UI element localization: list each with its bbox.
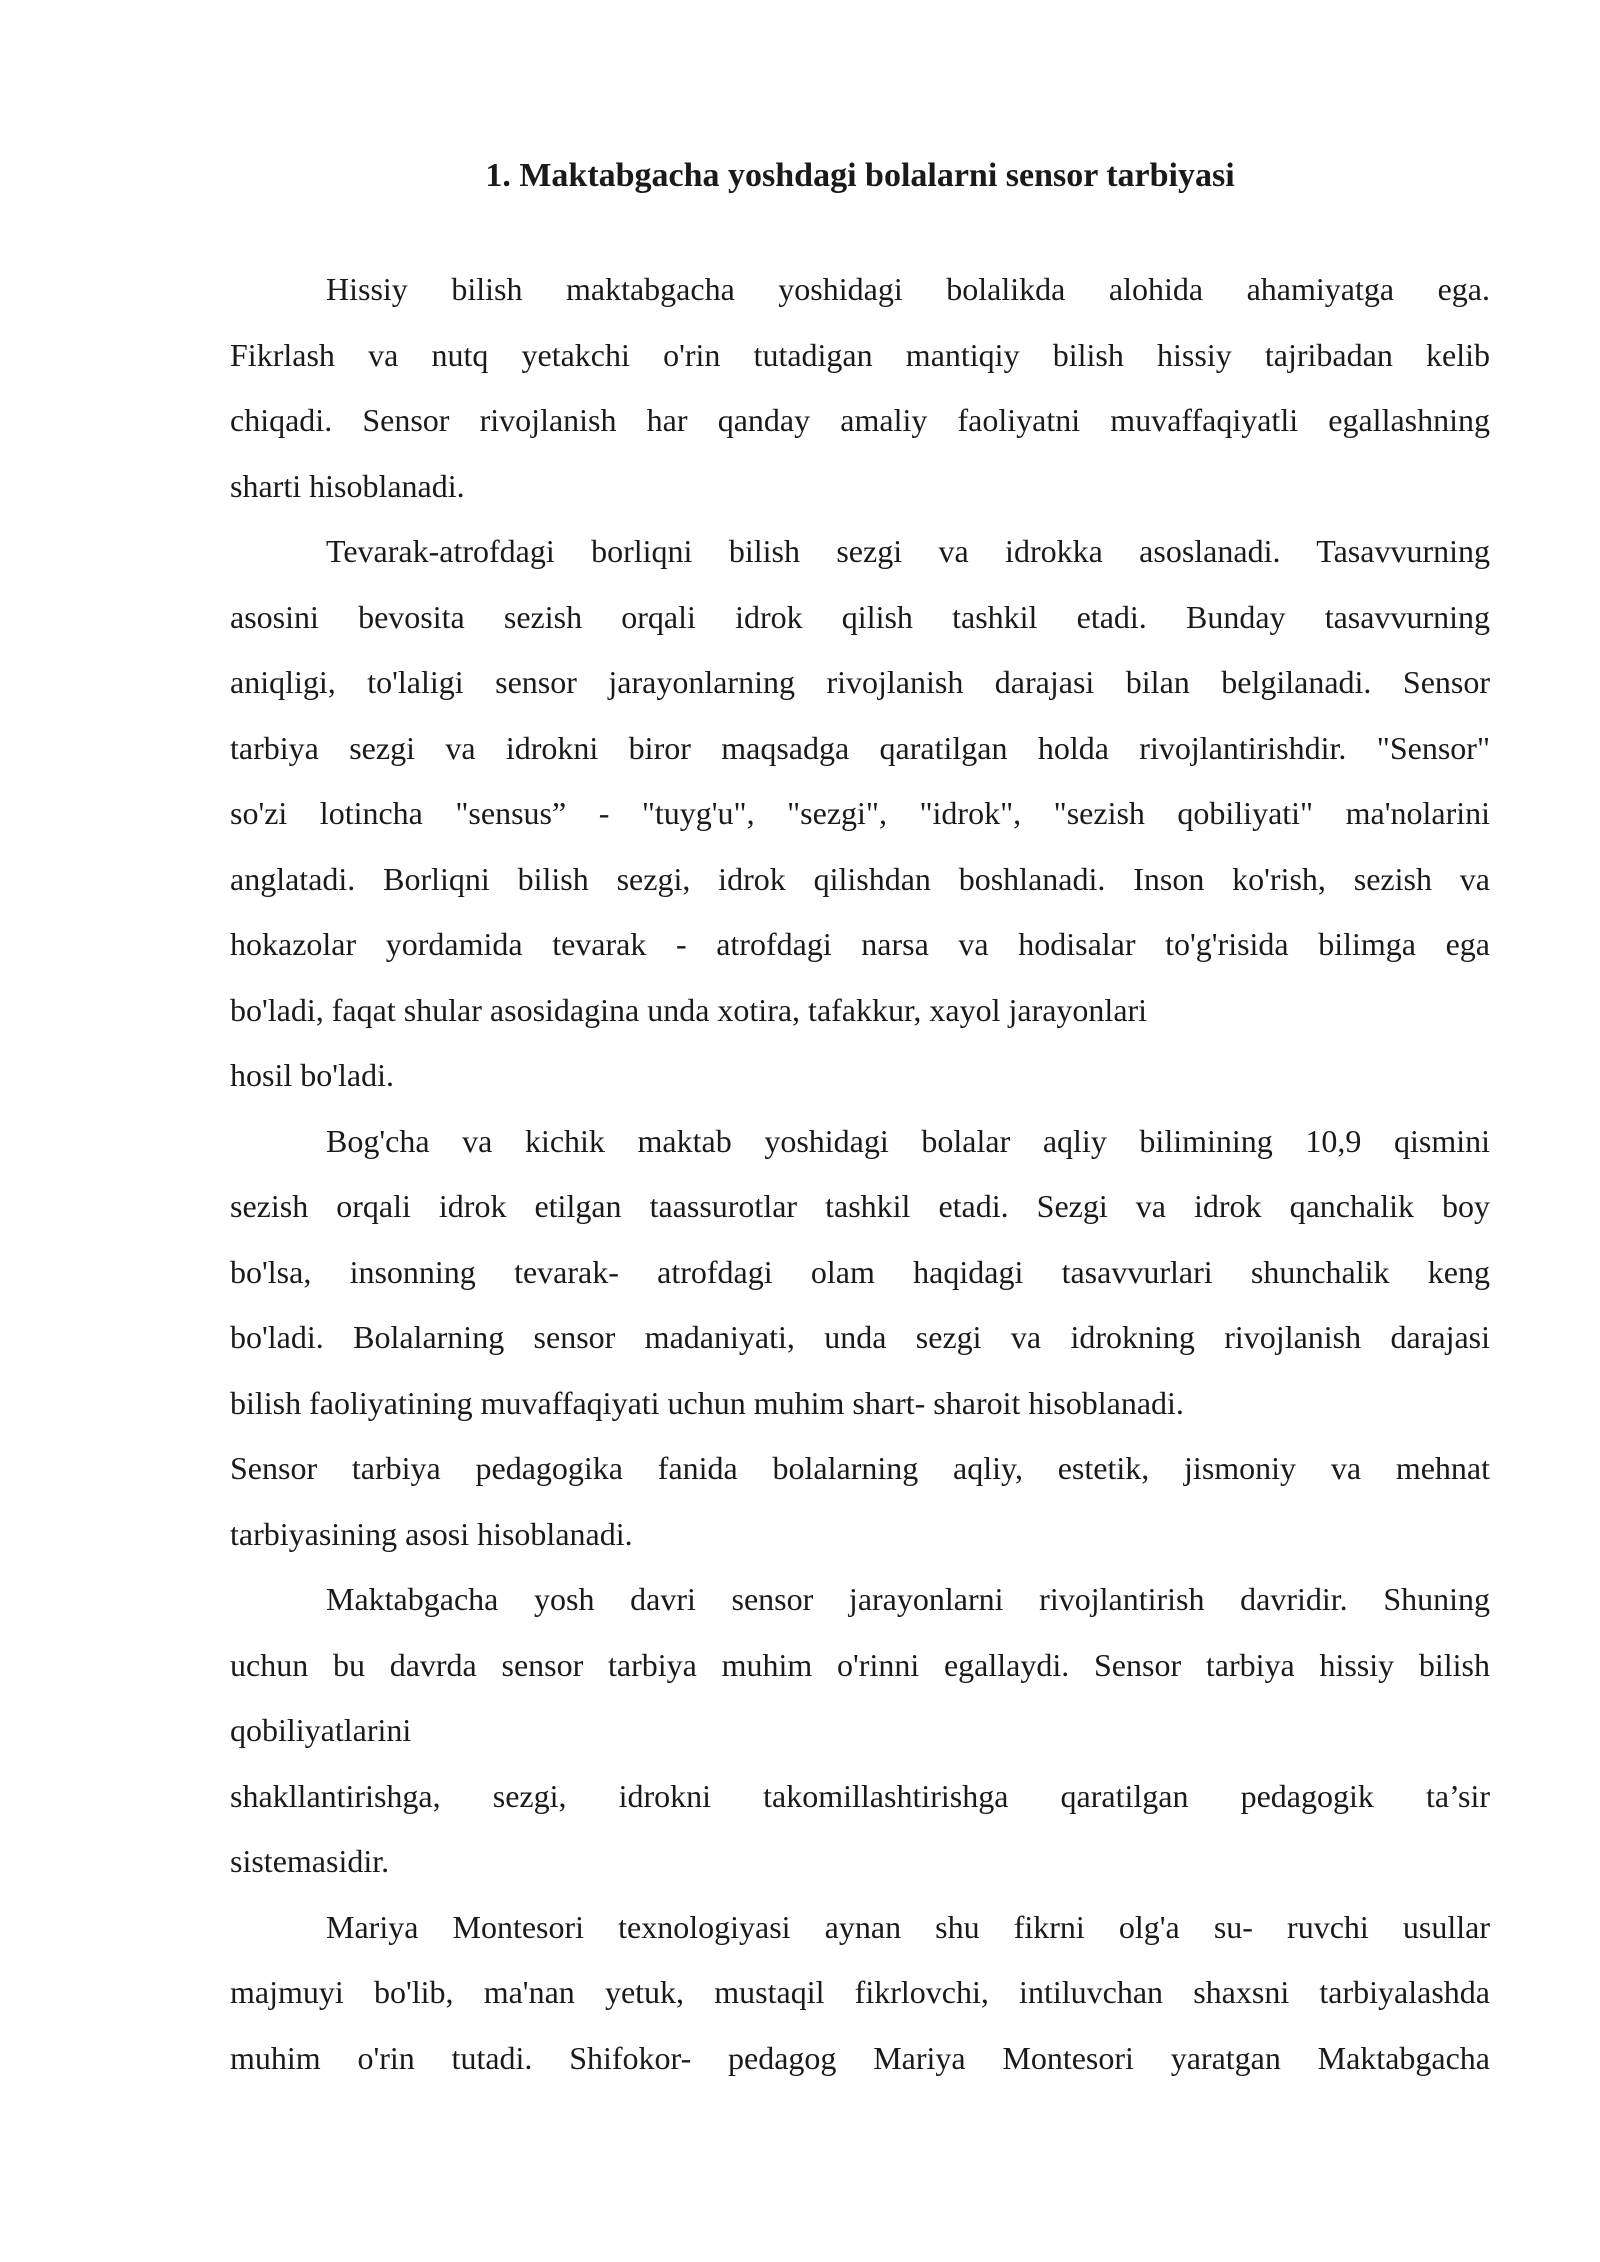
text-line: aniqligi, to'laligi sensor jarayonlarning rivojlanish darajasi bilan belgilanadi. Sensor: [230, 664, 1490, 700]
text-line: majmuyi bo'lib, ma'nan yetuk, mustaqil fikrlovchi, intiluvchan shaxsni tarbiyalashda: [230, 1974, 1490, 2010]
text-line: bo'ladi. Bolalarning sensor madaniyati, unda sezgi va idrokning rivojlanish darajasi: [230, 1319, 1490, 1355]
page-title: 1. Maktabgacha yoshdagi bolalarni sensor tarbiyasi: [485, 157, 1235, 194]
text-line: Tevarak-atrofdagi borliqni bilish sezgi va idrokka asoslanadi. Tasavvurning: [326, 533, 1490, 569]
text-line: Bog'cha va kichik maktab yoshidagi bolalar aqliy bilimining 10,9 qismini: [326, 1122, 1490, 1159]
text-line: bo'lsa, insonning tevarak- atrofdagi olam haqidagi tasavvurlari shunchalik keng: [230, 1253, 1490, 1290]
text-line: sezish orqali idrok etilgan taassurotlar tashkil etadi. Sezgi va idrok qanchalik boy: [230, 1188, 1490, 1224]
text-line: Mariya Montesori texnologiyasi aynan shu fikrni olg'a su- ruvchi usullar: [326, 1908, 1490, 1945]
text-line: tarbiya sezgi va idrokni biror maqsadga qaratilgan holda rivojlantirishdir. "Sensor": [230, 729, 1490, 766]
text-line: Maktabgacha yosh davri sensor jarayonlarni rivojlantirish davridir. Shuning: [326, 1581, 1490, 1617]
text-line: tarbiyasining asosi hisoblanadi.: [230, 1515, 633, 1552]
text-line: uchun bu davrda sensor tarbiya muhim o'rinni egallaydi. Sensor tarbiya hissiy bilish: [230, 1646, 1490, 1683]
text-line: sistemasidir.: [230, 1843, 390, 1879]
text-line: hokazolar yordamida tevarak - atrofdagi narsa va hodisalar to'g'risida bilimga ega: [230, 926, 1490, 962]
text-line: muhim o'rin tutadi. Shifokor- pedagog Mariya Montesori yaratgan Maktabgacha: [230, 2039, 1490, 2076]
text-line: bo'ladi, faqat shular asosidagina unda xotira, tafakkur, xayol jarayonlari: [230, 991, 1148, 1028]
body-text: [230, 257, 1490, 2091]
text-line: bilish faoliyatining muvaffaqiyati uchun muhim shart- sharoit hisoblanadi.: [230, 1384, 1184, 1421]
text-line: qobiliyatlarini: [230, 1712, 412, 1748]
document-page: [230, 150, 1490, 2091]
text-line: shakllantirishga, sezgi, idrokni takomillashtirishga qaratilgan pedagogik ta’sir: [230, 1777, 1490, 1814]
text-line: hosil bo'ladi.: [230, 1057, 394, 1093]
text-line: Hissiy bilish maktabgacha yoshidagi bolalikda alohida ahamiyatga ega.: [326, 271, 1490, 307]
text-line: Fikrlash va nutq yetakchi o'rin tutadigan mantiqiy bilish hissiy tajribadan kelib: [230, 336, 1490, 373]
text-line: chiqadi. Sensor rivojlanish har qanday amaliy faoliyatni muvaffaqiyatli egallashning: [230, 402, 1490, 438]
text-line: anglatadi. Borliqni bilish sezgi, idrok qilishdan boshlanadi. Inson ko'rish, sezish va: [230, 860, 1490, 897]
text-line: sharti hisoblanadi.: [230, 467, 465, 504]
text-line: Sensor tarbiya pedagogika fanida bolalarning aqliy, estetik, jismoniy va mehnat: [230, 1450, 1490, 1486]
text-line: so'zi lotincha "sensus” - "tuyg'u", "sezgi", "idrok", "sezish qobiliyati" ma'nolarini: [230, 795, 1490, 831]
text-line: asosini bevosita sezish orqali idrok qilish tashkil etadi. Bunday tasavvurning: [230, 598, 1490, 635]
